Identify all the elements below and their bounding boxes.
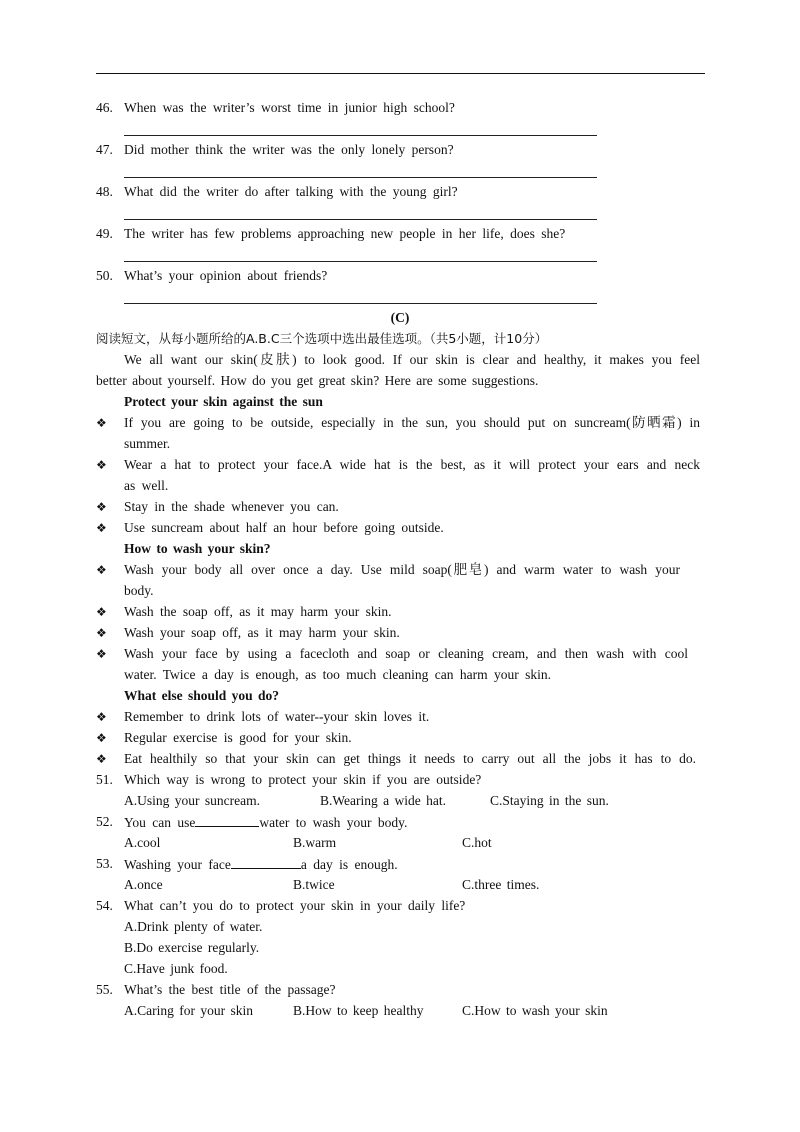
bullet-icon: ❖: [96, 605, 107, 619]
bullet-text: Eat healthily so that your skin can get things it needs to carry out all the jobs it has to do.: [124, 751, 696, 766]
section-title: (C): [390, 310, 410, 325]
answer-line[interactable]: [124, 303, 597, 304]
bullet-icon: ❖: [96, 626, 107, 640]
option-b[interactable]: B.warm: [293, 835, 337, 850]
option-b[interactable]: B.Wearing a wide hat.: [320, 793, 446, 808]
question-number: 50.: [96, 268, 113, 283]
question-number: 49.: [96, 226, 113, 241]
bullet-text: Regular exercise is good for your skin.: [124, 730, 352, 745]
option-a[interactable]: A.Caring for your skin: [124, 1003, 253, 1018]
option-a[interactable]: A.Using your suncream.: [124, 793, 260, 808]
option-a[interactable]: A.Drink plenty of water.: [124, 919, 263, 934]
passage-heading: How to wash your skin?: [124, 541, 271, 556]
question-number: 46.: [96, 100, 113, 115]
bullet-icon: ❖: [96, 731, 107, 745]
fill-blank[interactable]: [231, 856, 301, 869]
top-rule: [96, 73, 705, 74]
passage-intro-line: We all want our skin(皮肤) to look good. If our skin is clear and healthy, it makes you feel: [124, 352, 700, 367]
bullet-icon: ❖: [96, 752, 107, 766]
bullet-text: as well.: [124, 478, 169, 493]
question-text: Did mother think the writer was the only lonely person?: [124, 142, 454, 157]
question-number: 51.: [96, 772, 113, 787]
bullet-text: Wash your body all over once a day. Use mild soap(肥皂) and warm water to wash your: [124, 562, 680, 577]
question-text: What can’t you do to protect your skin in your daily life?: [124, 898, 466, 913]
option-b[interactable]: B.How to keep healthy: [293, 1003, 424, 1018]
question-number: 54.: [96, 898, 113, 913]
question-number: 52.: [96, 814, 113, 829]
bullet-icon: ❖: [96, 710, 107, 724]
answer-line[interactable]: [124, 135, 597, 136]
bullet-text: Wash your face by using a facecloth and soap or cleaning cream, and then wash with cool: [124, 646, 688, 661]
bullet-text: summer.: [124, 436, 171, 451]
bullet-text: Wash your soap off, as it may harm your skin.: [124, 625, 400, 640]
question-text: What’s the best title of the passage?: [124, 982, 336, 997]
passage-intro-line: better about yourself. How do you get great skin? Here are some suggestions.: [96, 373, 539, 388]
bullet-text: Wear a hat to protect your face.A wide hat is the best, as it will protect your ears and neck: [124, 457, 700, 472]
bullet-icon: ❖: [96, 458, 107, 472]
bullet-icon: ❖: [96, 521, 107, 535]
option-a[interactable]: A.cool: [124, 835, 161, 850]
bullet-text: Wash the soap off, as it may harm your skin.: [124, 604, 392, 619]
question-text: The writer has few problems approaching new people in her life, does she?: [124, 226, 566, 241]
bullet-text: water. Twice a day is enough, as too much cleaning can harm your skin.: [124, 667, 551, 682]
question-number: 47.: [96, 142, 113, 157]
bullet-icon: ❖: [96, 563, 107, 577]
answer-line[interactable]: [124, 219, 597, 220]
question-number: 55.: [96, 982, 113, 997]
section-instruction: 阅读短文，从每小题所给的A.B.C三个选项中选出最佳选项。（共5小题，计10分）: [96, 331, 548, 346]
question-text-post: a day is enough.: [300, 857, 398, 872]
fill-blank[interactable]: [195, 814, 259, 827]
bullet-text: If you are going to be outside, especially in the sun, you should put on suncream(防晒霜) in: [124, 415, 700, 430]
question-text-pre: Washing your face: [124, 857, 231, 872]
bullet-text: Stay in the shade whenever you can.: [124, 499, 339, 514]
bullet-text: Use suncream about half an hour before going outside.: [124, 520, 444, 535]
question-text: [124, 856, 398, 873]
option-c[interactable]: C.Staying in the sun.: [490, 793, 609, 808]
question-number: 53.: [96, 856, 113, 871]
question-text: When was the writer’s worst time in junior high school?: [124, 100, 455, 115]
passage-heading: What else should you do?: [124, 688, 280, 703]
question-text: What’s your opinion about friends?: [124, 268, 328, 283]
option-c[interactable]: C.How to wash your skin: [462, 1003, 608, 1018]
question-text: [124, 814, 407, 831]
bullet-icon: ❖: [96, 500, 107, 514]
option-c[interactable]: C.hot: [462, 835, 492, 850]
question-text: Which way is wrong to protect your skin if you are outside?: [124, 772, 482, 787]
option-b[interactable]: B.twice: [293, 877, 335, 892]
question-text-pre: You can use: [124, 815, 196, 830]
answer-line[interactable]: [124, 261, 597, 262]
answer-line[interactable]: [124, 177, 597, 178]
option-c[interactable]: C.Have junk food.: [124, 961, 228, 976]
bullet-text: Remember to drink lots of water--your skin loves it.: [124, 709, 430, 724]
option-c[interactable]: C.three times.: [462, 877, 540, 892]
passage-heading: Protect your skin against the sun: [124, 394, 323, 409]
option-a[interactable]: A.once: [124, 877, 163, 892]
bullet-icon: ❖: [96, 647, 107, 661]
option-b[interactable]: B.Do exercise regularly.: [124, 940, 260, 955]
bullet-icon: ❖: [96, 416, 107, 430]
question-text: What did the writer do after talking with the young girl?: [124, 184, 458, 199]
bullet-text: body.: [124, 583, 154, 598]
question-text-post: water to wash your body.: [259, 815, 408, 830]
question-number: 48.: [96, 184, 113, 199]
